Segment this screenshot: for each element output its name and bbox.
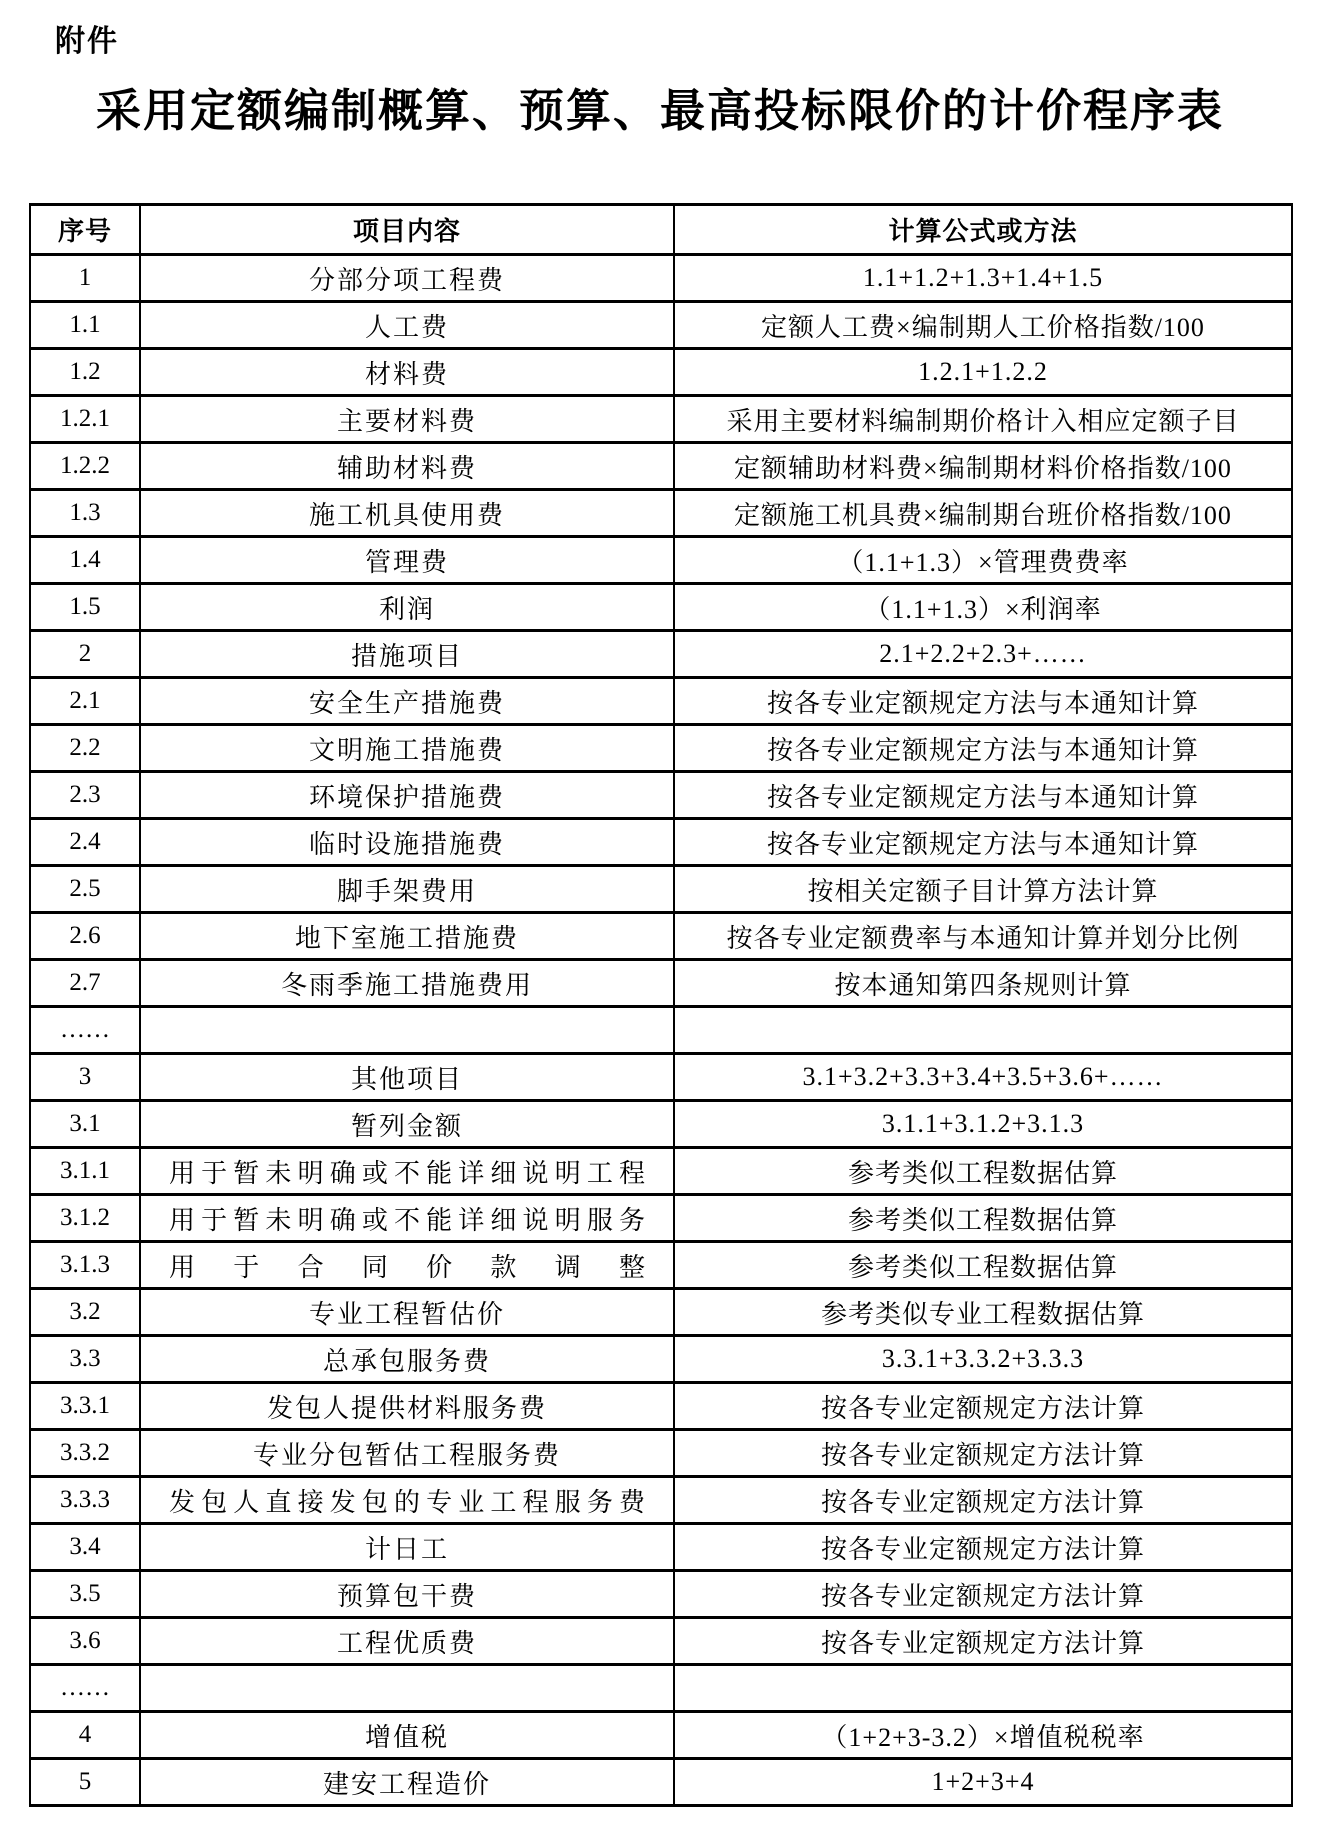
row-formula: （1.1+1.3）×利润率 [674, 584, 1292, 631]
table-row [30, 396, 1292, 443]
table-row [30, 255, 1292, 302]
row-item: 文明施工措施费 [140, 725, 674, 772]
row-no: 3.3.1 [30, 1383, 140, 1430]
row-formula: 按各专业定额规定方法与本通知计算 [674, 772, 1292, 819]
row-no: 3.4 [30, 1524, 140, 1571]
row-formula: 按各专业定额规定方法计算 [674, 1477, 1292, 1524]
table-row [30, 1430, 1292, 1477]
row-item [140, 1477, 674, 1524]
table-row [30, 1759, 1292, 1806]
row-no: 2 [30, 631, 140, 678]
row-formula: 3.1+3.2+3.3+3.4+3.5+3.6+…… [674, 1054, 1292, 1101]
row-item: 工程优质费 [140, 1618, 674, 1665]
col-header-no: 序号 [30, 205, 140, 255]
table-row [30, 490, 1292, 537]
row-no: 2.7 [30, 960, 140, 1007]
row-item: 利润 [140, 584, 674, 631]
row-no: …… [30, 1665, 140, 1712]
row-formula [674, 1665, 1292, 1712]
row-item: 管理费 [140, 537, 674, 584]
row-no: 2.6 [30, 913, 140, 960]
row-no: 3.1.2 [30, 1195, 140, 1242]
row-formula: 参考类似工程数据估算 [674, 1242, 1292, 1289]
row-formula: 定额辅助材料费×编制期材料价格指数/100 [674, 443, 1292, 490]
row-item-text: 用 于 暂 未 明 确 或 不 能 详 细 说 明 服 务 [169, 1205, 645, 1235]
col-header-formula: 计算公式或方法 [674, 205, 1292, 255]
table-row [30, 302, 1292, 349]
row-no: 2.5 [30, 866, 140, 913]
table-row [30, 772, 1292, 819]
row-no: 3.2 [30, 1289, 140, 1336]
attachment-label: 附件 [55, 25, 119, 58]
table-row [30, 725, 1292, 772]
row-formula: 1+2+3+4 [674, 1759, 1292, 1806]
row-item: 施工机具使用费 [140, 490, 674, 537]
table-row [30, 443, 1292, 490]
table-row [30, 1477, 1292, 1524]
row-formula [674, 1007, 1292, 1054]
row-formula: 按各专业定额规定方法与本通知计算 [674, 819, 1292, 866]
row-no: 3.1 [30, 1101, 140, 1148]
table-row [30, 1618, 1292, 1665]
table-row [30, 349, 1292, 396]
row-no: 3.1.1 [30, 1148, 140, 1195]
row-item: 冬雨季施工措施费用 [140, 960, 674, 1007]
row-no: 2.4 [30, 819, 140, 866]
row-item: 临时设施措施费 [140, 819, 674, 866]
row-no: 1.5 [30, 584, 140, 631]
table-row [30, 1336, 1292, 1383]
row-item: 增值税 [140, 1712, 674, 1759]
row-item: 分部分项工程费 [140, 255, 674, 302]
table-row [30, 1054, 1292, 1101]
row-formula: 按各专业定额规定方法计算 [674, 1571, 1292, 1618]
row-formula: 按各专业定额费率与本通知计算并划分比例 [674, 913, 1292, 960]
table-row [30, 866, 1292, 913]
table-body [30, 255, 1292, 1806]
row-item-text: 用 于 合 同 价 款 调 整 [169, 1252, 645, 1282]
row-item: 环境保护措施费 [140, 772, 674, 819]
row-formula: 按相关定额子目计算方法计算 [674, 866, 1292, 913]
row-item [140, 1242, 674, 1289]
row-item-text: 发 包 人 直 接 发 包 的 专 业 工 程 服 务 费 [169, 1487, 645, 1517]
row-no: 1.2.1 [30, 396, 140, 443]
row-no: 1.1 [30, 302, 140, 349]
row-no: 5 [30, 1759, 140, 1806]
row-no: 3.3 [30, 1336, 140, 1383]
row-no: 1.3 [30, 490, 140, 537]
row-item: 人工费 [140, 302, 674, 349]
row-formula: 按各专业定额规定方法计算 [674, 1618, 1292, 1665]
row-no: 2.1 [30, 678, 140, 725]
row-formula: 定额人工费×编制期人工价格指数/100 [674, 302, 1292, 349]
table-row [30, 1195, 1292, 1242]
table-row [30, 584, 1292, 631]
pricing-procedure-table [29, 203, 1293, 1807]
table-row [30, 1571, 1292, 1618]
row-formula: 参考类似专业工程数据估算 [674, 1289, 1292, 1336]
row-item: 总承包服务费 [140, 1336, 674, 1383]
row-item [140, 1007, 674, 1054]
row-no: 2.2 [30, 725, 140, 772]
row-formula: 3.3.1+3.3.2+3.3.3 [674, 1336, 1292, 1383]
row-item: 安全生产措施费 [140, 678, 674, 725]
row-item: 计日工 [140, 1524, 674, 1571]
row-formula: 按各专业定额规定方法与本通知计算 [674, 678, 1292, 725]
table-row [30, 1148, 1292, 1195]
row-item: 材料费 [140, 349, 674, 396]
row-no: 1.2 [30, 349, 140, 396]
row-no: …… [30, 1007, 140, 1054]
row-formula: 按各专业定额规定方法与本通知计算 [674, 725, 1292, 772]
row-formula: 参考类似工程数据估算 [674, 1195, 1292, 1242]
col-header-item: 项目内容 [140, 205, 674, 255]
row-formula: 1.2.1+1.2.2 [674, 349, 1292, 396]
row-formula: 3.1.1+3.1.2+3.1.3 [674, 1101, 1292, 1148]
row-item [140, 1665, 674, 1712]
row-no: 1.4 [30, 537, 140, 584]
table-row [30, 1712, 1292, 1759]
row-formula: （1.1+1.3）×管理费费率 [674, 537, 1292, 584]
table-row [30, 819, 1292, 866]
row-formula: 按各专业定额规定方法计算 [674, 1430, 1292, 1477]
row-formula: （1+2+3-3.2）×增值税税率 [674, 1712, 1292, 1759]
table-row [30, 1242, 1292, 1289]
row-formula: 参考类似工程数据估算 [674, 1148, 1292, 1195]
row-formula: 1.1+1.2+1.3+1.4+1.5 [674, 255, 1292, 302]
row-item: 脚手架费用 [140, 866, 674, 913]
row-formula: 采用主要材料编制期价格计入相应定额子目 [674, 396, 1292, 443]
row-item: 辅助材料费 [140, 443, 674, 490]
row-no: 1 [30, 255, 140, 302]
row-item: 专业分包暂估工程服务费 [140, 1430, 674, 1477]
row-item: 预算包干费 [140, 1571, 674, 1618]
table-row [30, 537, 1292, 584]
row-formula: 按各专业定额规定方法计算 [674, 1524, 1292, 1571]
table-row [30, 1289, 1292, 1336]
row-item: 暂列金额 [140, 1101, 674, 1148]
row-item: 地下室施工措施费 [140, 913, 674, 960]
row-no: 3.5 [30, 1571, 140, 1618]
table-row [30, 1383, 1292, 1430]
row-item: 主要材料费 [140, 396, 674, 443]
row-no: 3.1.3 [30, 1242, 140, 1289]
row-no: 4 [30, 1712, 140, 1759]
table-row [30, 913, 1292, 960]
page-title: 采用定额编制概算、预算、最高投标限价的计价程序表 [95, 86, 1224, 136]
table-header-row [30, 205, 1292, 255]
table-row [30, 1665, 1292, 1712]
row-formula: 2.1+2.2+2.3+…… [674, 631, 1292, 678]
row-item-text: 用 于 暂 未 明 确 或 不 能 详 细 说 明 工 程 [169, 1158, 645, 1188]
row-formula: 定额施工机具费×编制期台班价格指数/100 [674, 490, 1292, 537]
row-item: 专业工程暂估价 [140, 1289, 674, 1336]
row-no: 3.6 [30, 1618, 140, 1665]
row-item [140, 1148, 674, 1195]
row-no: 3 [30, 1054, 140, 1101]
table-row [30, 631, 1292, 678]
table-row [30, 960, 1292, 1007]
row-item: 措施项目 [140, 631, 674, 678]
table-row [30, 1524, 1292, 1571]
row-no: 2.3 [30, 772, 140, 819]
row-no: 3.3.3 [30, 1477, 140, 1524]
row-no: 3.3.2 [30, 1430, 140, 1477]
row-item [140, 1195, 674, 1242]
row-formula: 按本通知第四条规则计算 [674, 960, 1292, 1007]
row-item: 建安工程造价 [140, 1759, 674, 1806]
row-no: 1.2.2 [30, 443, 140, 490]
table-row [30, 1101, 1292, 1148]
table-row [30, 678, 1292, 725]
table-row [30, 1007, 1292, 1054]
row-item: 发包人提供材料服务费 [140, 1383, 674, 1430]
row-formula: 按各专业定额规定方法计算 [674, 1383, 1292, 1430]
row-item: 其他项目 [140, 1054, 674, 1101]
